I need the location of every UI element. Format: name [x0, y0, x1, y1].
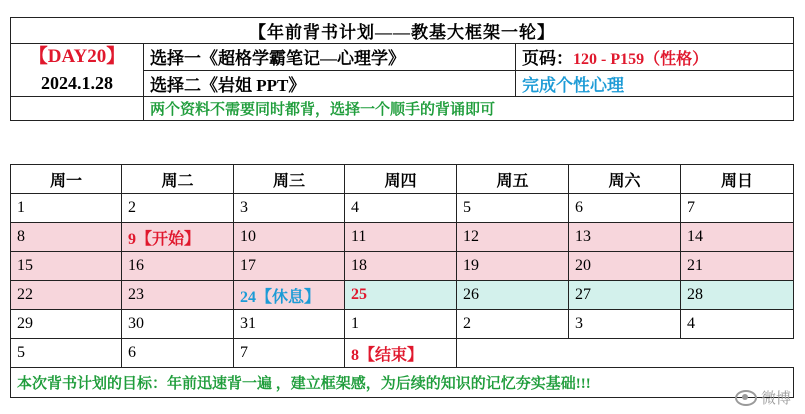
- option-two: 选择二《岩姐 PPT》: [144, 70, 516, 97]
- day-cell-end: 8【结束】: [345, 339, 457, 368]
- weekday-header: 周四: [345, 165, 457, 194]
- weekday-header-row: [11, 165, 794, 194]
- day-date-cell: [11, 44, 144, 97]
- day-cell: 12: [457, 223, 569, 252]
- completion-text: 完成个性心理: [516, 70, 794, 97]
- day-cell: 11: [345, 223, 457, 252]
- day-cell: 7: [234, 339, 345, 368]
- day-cell: 14: [681, 223, 794, 252]
- day-cell: 19: [457, 252, 569, 281]
- plan-date: 2024.1.28: [41, 73, 113, 93]
- week-row: [11, 223, 794, 252]
- day-cell: 5: [11, 339, 122, 368]
- day-cell: 6: [569, 194, 681, 223]
- day-cell: 4: [345, 194, 457, 223]
- day-number: 【DAY20】: [28, 46, 126, 67]
- day-cell: 2: [122, 194, 234, 223]
- day-cell: 7: [681, 194, 794, 223]
- day-cell: 3: [234, 194, 345, 223]
- day-cell: 28: [681, 281, 794, 310]
- weekday-header: 周日: [681, 165, 794, 194]
- page-value: 120 - P159（性格）: [573, 51, 709, 69]
- day-cell: 29: [11, 310, 122, 339]
- day-cell: 4: [681, 310, 794, 339]
- plan-header-table: [10, 17, 794, 121]
- weekday-header: 周六: [569, 165, 681, 194]
- option-one: 选择一《超格学霸笔记—心理学》: [144, 44, 516, 71]
- week-row: [11, 252, 794, 281]
- weekday-header: 周二: [122, 165, 234, 194]
- day-cell: 18: [345, 252, 457, 281]
- watermark: [735, 387, 791, 408]
- calendar-table: [10, 164, 794, 398]
- week-row: [11, 339, 794, 368]
- day-cell: 13: [569, 223, 681, 252]
- week-row: [11, 310, 794, 339]
- day-cell: 27: [569, 281, 681, 310]
- day-cell: 3: [569, 310, 681, 339]
- empty-cell: [457, 339, 794, 368]
- weibo-icon: [735, 390, 757, 406]
- week-row: [11, 281, 794, 310]
- day-cell: 6: [122, 339, 234, 368]
- day-cell: 30: [122, 310, 234, 339]
- empty-cell: [11, 97, 144, 121]
- day-cell: 23: [122, 281, 234, 310]
- weekday-header: 周三: [234, 165, 345, 194]
- page-range-cell: [516, 44, 794, 71]
- day-cell: 1: [345, 310, 457, 339]
- day-cell: 15: [11, 252, 122, 281]
- day-cell: 26: [457, 281, 569, 310]
- day-cell: 10: [234, 223, 345, 252]
- day-cell: 16: [122, 252, 234, 281]
- day-cell: 17: [234, 252, 345, 281]
- day-cell: 5: [457, 194, 569, 223]
- weekday-header: 周五: [457, 165, 569, 194]
- goal-row: [11, 368, 794, 398]
- page-label: 页码：: [522, 49, 573, 69]
- watermark-text: 微博: [760, 390, 791, 407]
- day-cell: 8: [11, 223, 122, 252]
- day-cell-rest: 24【休息】: [234, 281, 345, 310]
- day-cell: 1: [11, 194, 122, 223]
- week-row: [11, 194, 794, 223]
- day-cell: 20: [569, 252, 681, 281]
- day-cell-today: 25: [345, 281, 457, 310]
- day-cell: 21: [681, 252, 794, 281]
- day-cell: 22: [11, 281, 122, 310]
- plan-goal: 本次背书计划的目标：年前迅速背一遍 ，建立框架感，为后续的知识的记忆夯实基础!!!: [11, 368, 794, 398]
- weekday-header: 周一: [11, 165, 122, 194]
- plan-title: 【年前背书计划——教基大框架一轮】: [11, 18, 794, 44]
- day-cell-start: 9【开始】: [122, 223, 234, 252]
- day-cell: 2: [457, 310, 569, 339]
- plan-note: 两个资料不需要同时都背，选择一个顺手的背诵即可: [144, 97, 794, 121]
- day-cell: 31: [234, 310, 345, 339]
